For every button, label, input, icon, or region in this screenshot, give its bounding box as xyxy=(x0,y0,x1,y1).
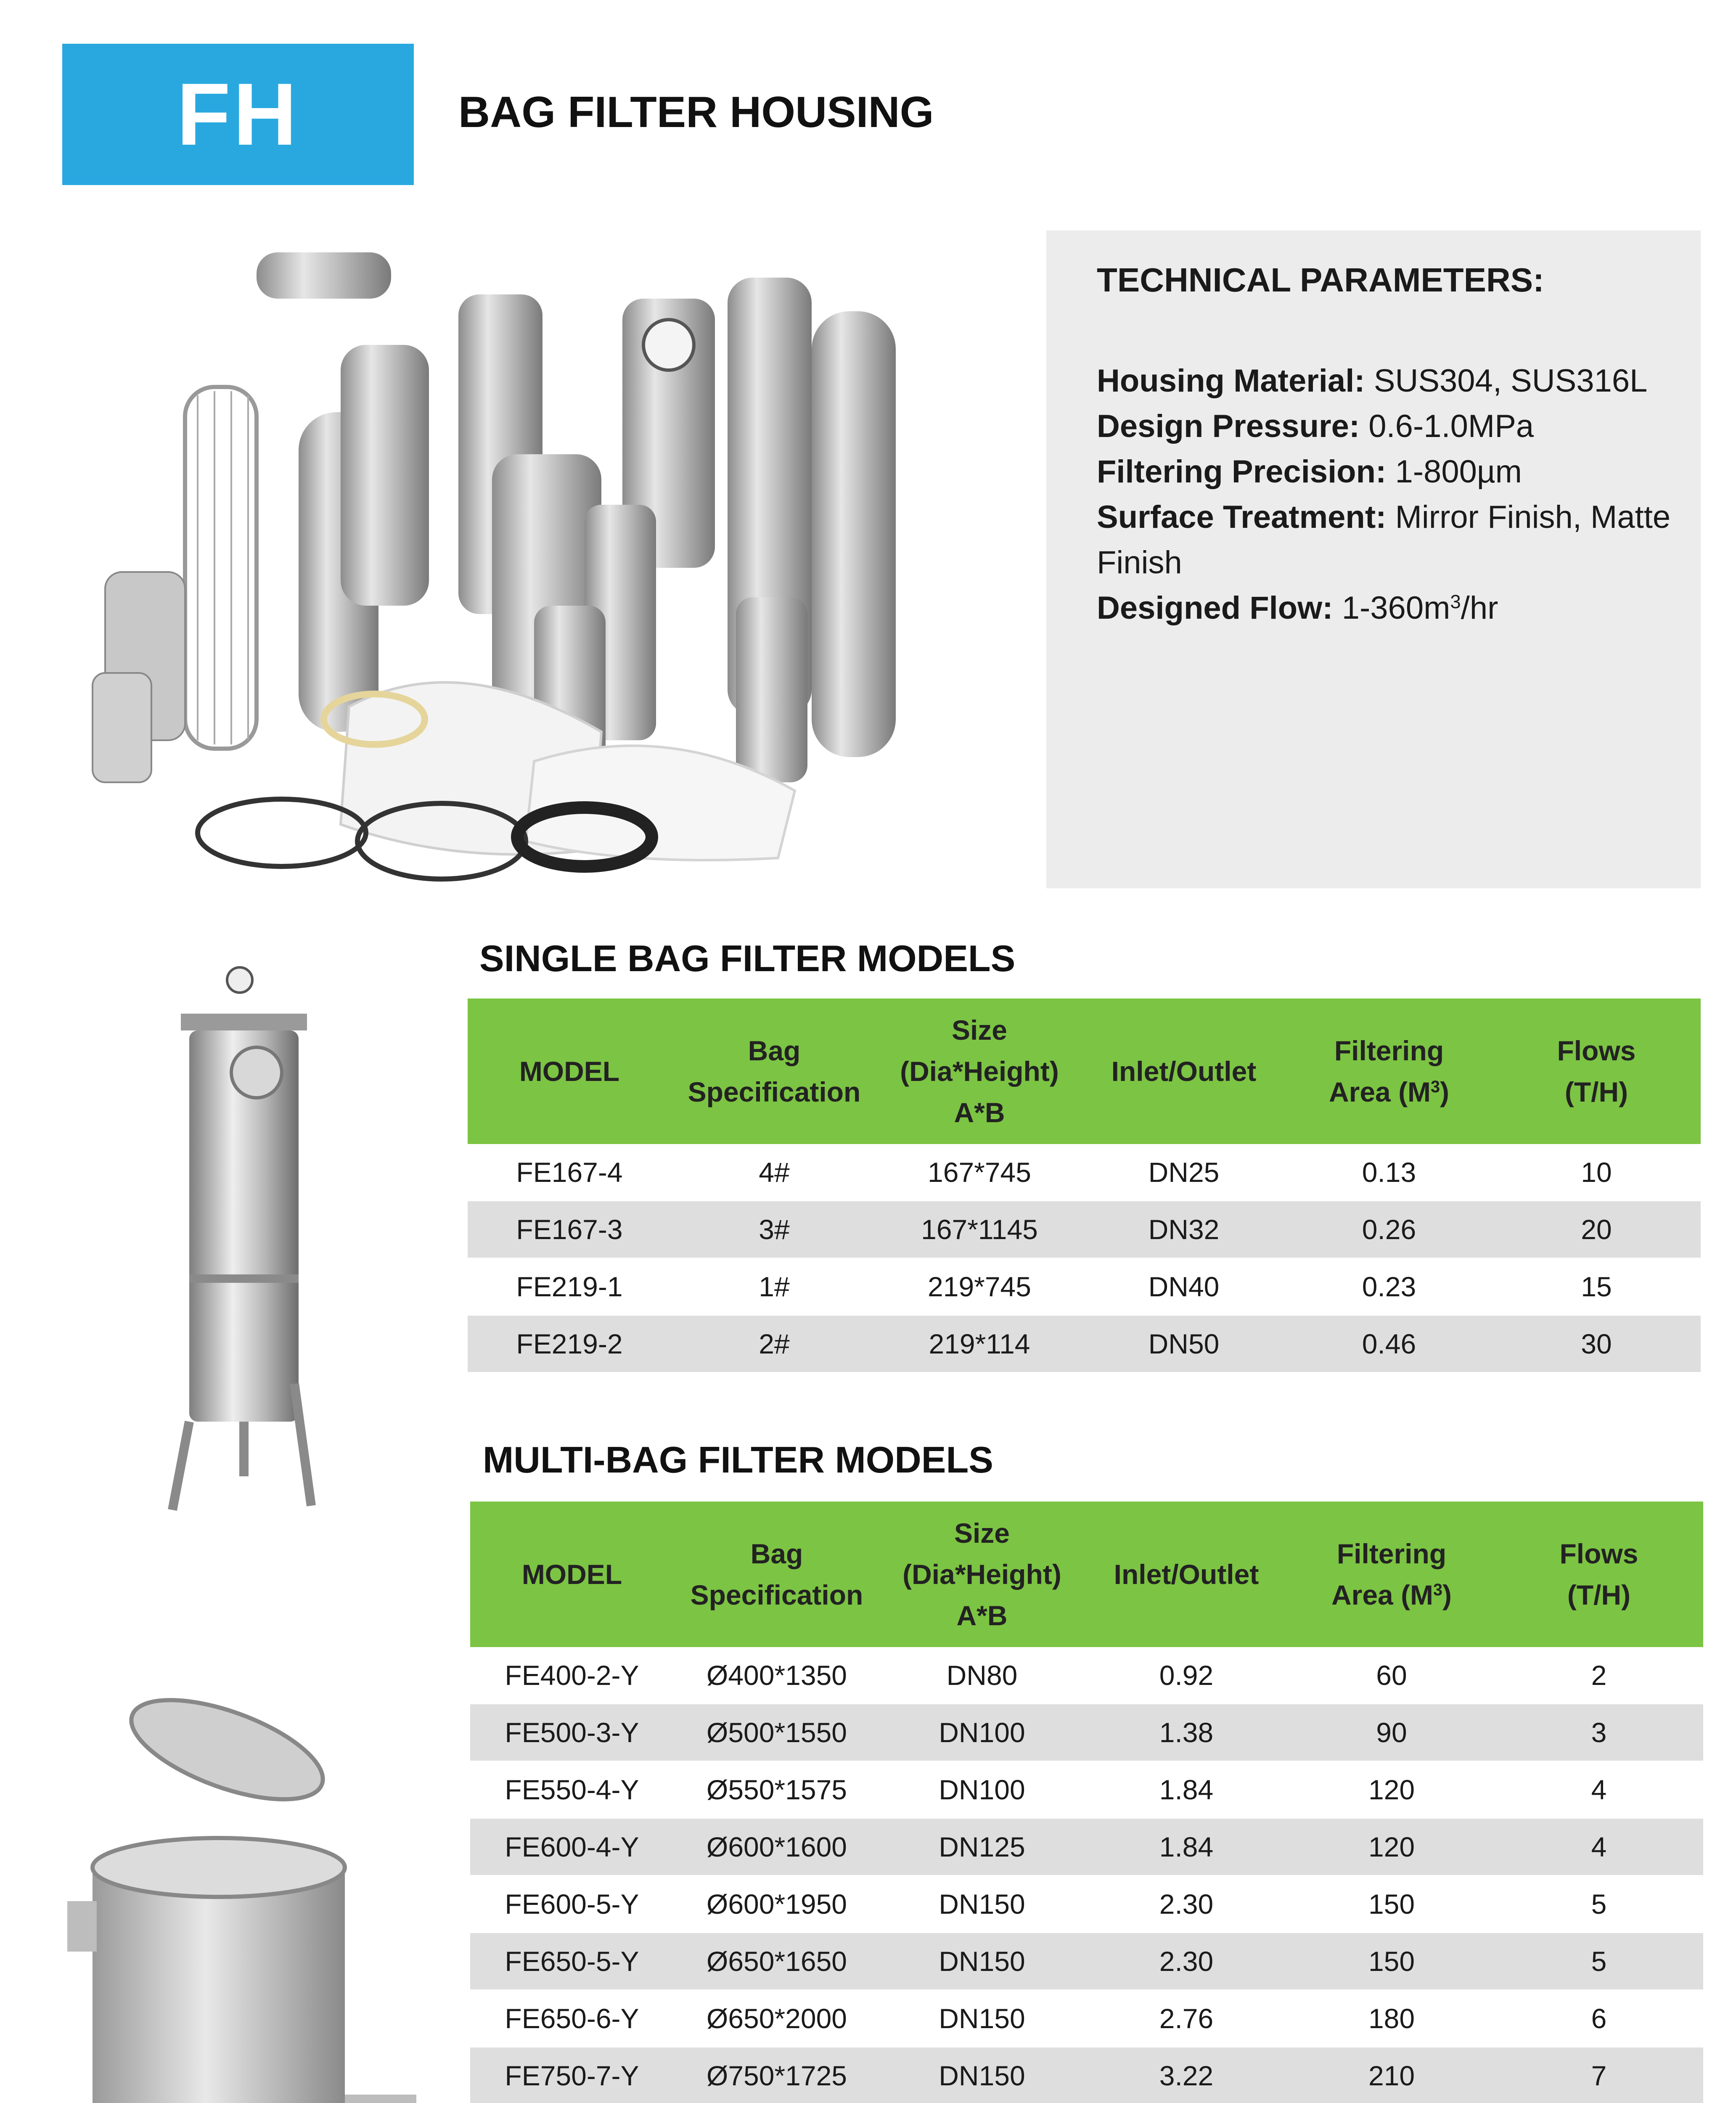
single-spec-table xyxy=(468,999,1701,1373)
cell: 60 xyxy=(1289,1647,1495,1704)
param-label: Housing Material: xyxy=(1097,363,1365,399)
table-row xyxy=(468,1258,1701,1315)
cell: 3.22 xyxy=(1084,2047,1289,2103)
table-row xyxy=(468,1201,1701,1258)
table-row xyxy=(470,1647,1703,1704)
cell: 5 xyxy=(1495,1933,1703,1990)
cell: DN32 xyxy=(1082,1201,1286,1258)
param-designed-flow xyxy=(1097,585,1677,631)
cell: 167*745 xyxy=(877,1144,1082,1201)
cell: 2# xyxy=(671,1315,877,1372)
cell: Ø400*1350 xyxy=(674,1647,880,1704)
param-value-unit: /hr xyxy=(1461,590,1498,626)
cell: DN50 xyxy=(1082,1315,1286,1372)
cell: 0.23 xyxy=(1286,1258,1492,1315)
col-size: Size (Dia*Height) A*B xyxy=(880,1502,1084,1647)
param-surface-treatment xyxy=(1097,495,1677,585)
col-inlet-outlet: Inlet/Outlet xyxy=(1082,999,1286,1144)
cell: FE500-3-Y xyxy=(470,1704,674,1761)
table-row xyxy=(470,1875,1703,1933)
brand-badge xyxy=(62,44,414,185)
cell: DN100 xyxy=(880,1761,1084,1818)
multi-bag-filter-photo xyxy=(67,1682,446,2103)
product-group-photo xyxy=(80,236,967,892)
multi-spec-table xyxy=(470,1502,1703,2103)
col-flows: Flows (T/H) xyxy=(1495,1502,1703,1647)
single-bag-filter-photo xyxy=(164,963,324,1518)
cell: 1.38 xyxy=(1084,1704,1289,1761)
param-value: SUS304, SUS316L xyxy=(1373,363,1648,399)
cell: DN150 xyxy=(880,2047,1084,2103)
cell: DN80 xyxy=(880,1647,1084,1704)
cell: 1.84 xyxy=(1084,1761,1289,1818)
cell: DN150 xyxy=(880,1990,1084,2047)
cell: DN150 xyxy=(880,1875,1084,1933)
technical-title: TECHNICAL PARAMETERS: xyxy=(1097,261,1544,299)
cell: FE600-4-Y xyxy=(470,1818,674,1875)
cell: 1.84 xyxy=(1084,1818,1289,1875)
cell: 3 xyxy=(1495,1704,1703,1761)
table-row xyxy=(470,1704,1703,1761)
cell: FE650-5-Y xyxy=(470,1933,674,1990)
col-flows: Flows (T/H) xyxy=(1492,999,1701,1144)
param-value: 1-800µm xyxy=(1395,454,1522,490)
cell: 120 xyxy=(1289,1761,1495,1818)
col-bag-spec: Bag Specification xyxy=(674,1502,880,1647)
table-row xyxy=(468,1144,1701,1201)
cell: 3# xyxy=(671,1201,877,1258)
col-model: MODEL xyxy=(470,1502,674,1647)
param-value: 1-360m xyxy=(1342,590,1450,626)
brand-badge-text: FH xyxy=(177,65,299,164)
cell: DN150 xyxy=(880,1933,1084,1990)
cell: 6 xyxy=(1495,1990,1703,2047)
cell: Ø650*2000 xyxy=(674,1990,880,2047)
cell: 30 xyxy=(1492,1315,1701,1372)
cell: FE400-2-Y xyxy=(470,1647,674,1704)
cell: 120 xyxy=(1289,1818,1495,1875)
cell: 5 xyxy=(1495,1875,1703,1933)
table-row xyxy=(470,1933,1703,1990)
cell: 180 xyxy=(1289,1990,1495,2047)
cell: 1# xyxy=(671,1258,877,1315)
cell: 15 xyxy=(1492,1258,1701,1315)
cell: 4# xyxy=(671,1144,877,1201)
col-model: MODEL xyxy=(468,999,671,1144)
param-value: Mirror Finish, Matte Finish xyxy=(1097,499,1671,580)
param-label: Filtering Precision: xyxy=(1097,454,1387,490)
cell: Ø650*1650 xyxy=(674,1933,880,1990)
col-inlet-outlet: Inlet/Outlet xyxy=(1084,1502,1289,1647)
param-design-pressure xyxy=(1097,404,1677,449)
cell: FE167-4 xyxy=(468,1144,671,1201)
cell: FE600-5-Y xyxy=(470,1875,674,1933)
cell: FE750-7-Y xyxy=(470,2047,674,2103)
cell: Ø500*1550 xyxy=(674,1704,880,1761)
cell: DN25 xyxy=(1082,1144,1286,1201)
cell: 2.30 xyxy=(1084,1933,1289,1990)
cell: 90 xyxy=(1289,1704,1495,1761)
cell: 167*1145 xyxy=(877,1201,1082,1258)
col-filtering-area: Filtering Area $(M^3)$ xyxy=(1289,1502,1495,1647)
cell: Ø750*1725 xyxy=(674,2047,880,2103)
page-title: BAG FILTER HOUSING xyxy=(458,88,934,137)
table-row xyxy=(470,1761,1703,1818)
cell: DN100 xyxy=(880,1704,1084,1761)
param-label: Designed Flow: xyxy=(1097,590,1333,626)
cell: 4 xyxy=(1495,1761,1703,1818)
cell: 0.46 xyxy=(1286,1315,1492,1372)
cell: 4 xyxy=(1495,1818,1703,1875)
param-value-sup: 3 xyxy=(1450,591,1461,612)
col-filtering-area: Filtering Area $(M^3)$ xyxy=(1286,999,1492,1144)
cell: Ø600*1600 xyxy=(674,1818,880,1875)
param-label: Design Pressure: xyxy=(1097,408,1360,444)
param-label: Surface Treatment: xyxy=(1097,499,1387,535)
table-row xyxy=(468,1315,1701,1372)
col-bag-spec: Bag Specification xyxy=(671,999,877,1144)
table-header-row xyxy=(470,1502,1703,1647)
col-size: Size (Dia*Height) A*B xyxy=(877,999,1082,1144)
cell: FE219-2 xyxy=(468,1315,671,1372)
cell: DN40 xyxy=(1082,1258,1286,1315)
cell: 7 xyxy=(1495,2047,1703,2103)
param-filtering-precision xyxy=(1097,449,1677,495)
single-section-title: SINGLE BAG FILTER MODELS xyxy=(479,938,1016,979)
table-header-row xyxy=(468,999,1701,1144)
param-housing-material xyxy=(1097,358,1677,404)
table-row xyxy=(470,1818,1703,1875)
cell: 150 xyxy=(1289,1933,1495,1990)
cell: 150 xyxy=(1289,1875,1495,1933)
cell: Ø550*1575 xyxy=(674,1761,880,1818)
cell: FE167-3 xyxy=(468,1201,671,1258)
cell: 20 xyxy=(1492,1201,1701,1258)
param-value: 0.6-1.0MPa xyxy=(1368,408,1534,444)
cell: 2.76 xyxy=(1084,1990,1289,2047)
cell: 0.26 xyxy=(1286,1201,1492,1258)
cell: FE650-6-Y xyxy=(470,1990,674,2047)
cell: 219*114 xyxy=(877,1315,1082,1372)
multi-section-title: MULTI-BAG FILTER MODELS xyxy=(483,1439,993,1481)
cell: FE550-4-Y xyxy=(470,1761,674,1818)
cell: 0.13 xyxy=(1286,1144,1492,1201)
cell: DN125 xyxy=(880,1818,1084,1875)
cell: FE219-1 xyxy=(468,1258,671,1315)
cell: 210 xyxy=(1289,2047,1495,2103)
cell: 2.30 xyxy=(1084,1875,1289,1933)
table-row xyxy=(470,1990,1703,2047)
cell: 219*745 xyxy=(877,1258,1082,1315)
cell: 10 xyxy=(1492,1144,1701,1201)
cell: 0.92 xyxy=(1084,1647,1289,1704)
table-row xyxy=(470,2047,1703,2103)
cell: 2 xyxy=(1495,1647,1703,1704)
cell: Ø600*1950 xyxy=(674,1875,880,1933)
